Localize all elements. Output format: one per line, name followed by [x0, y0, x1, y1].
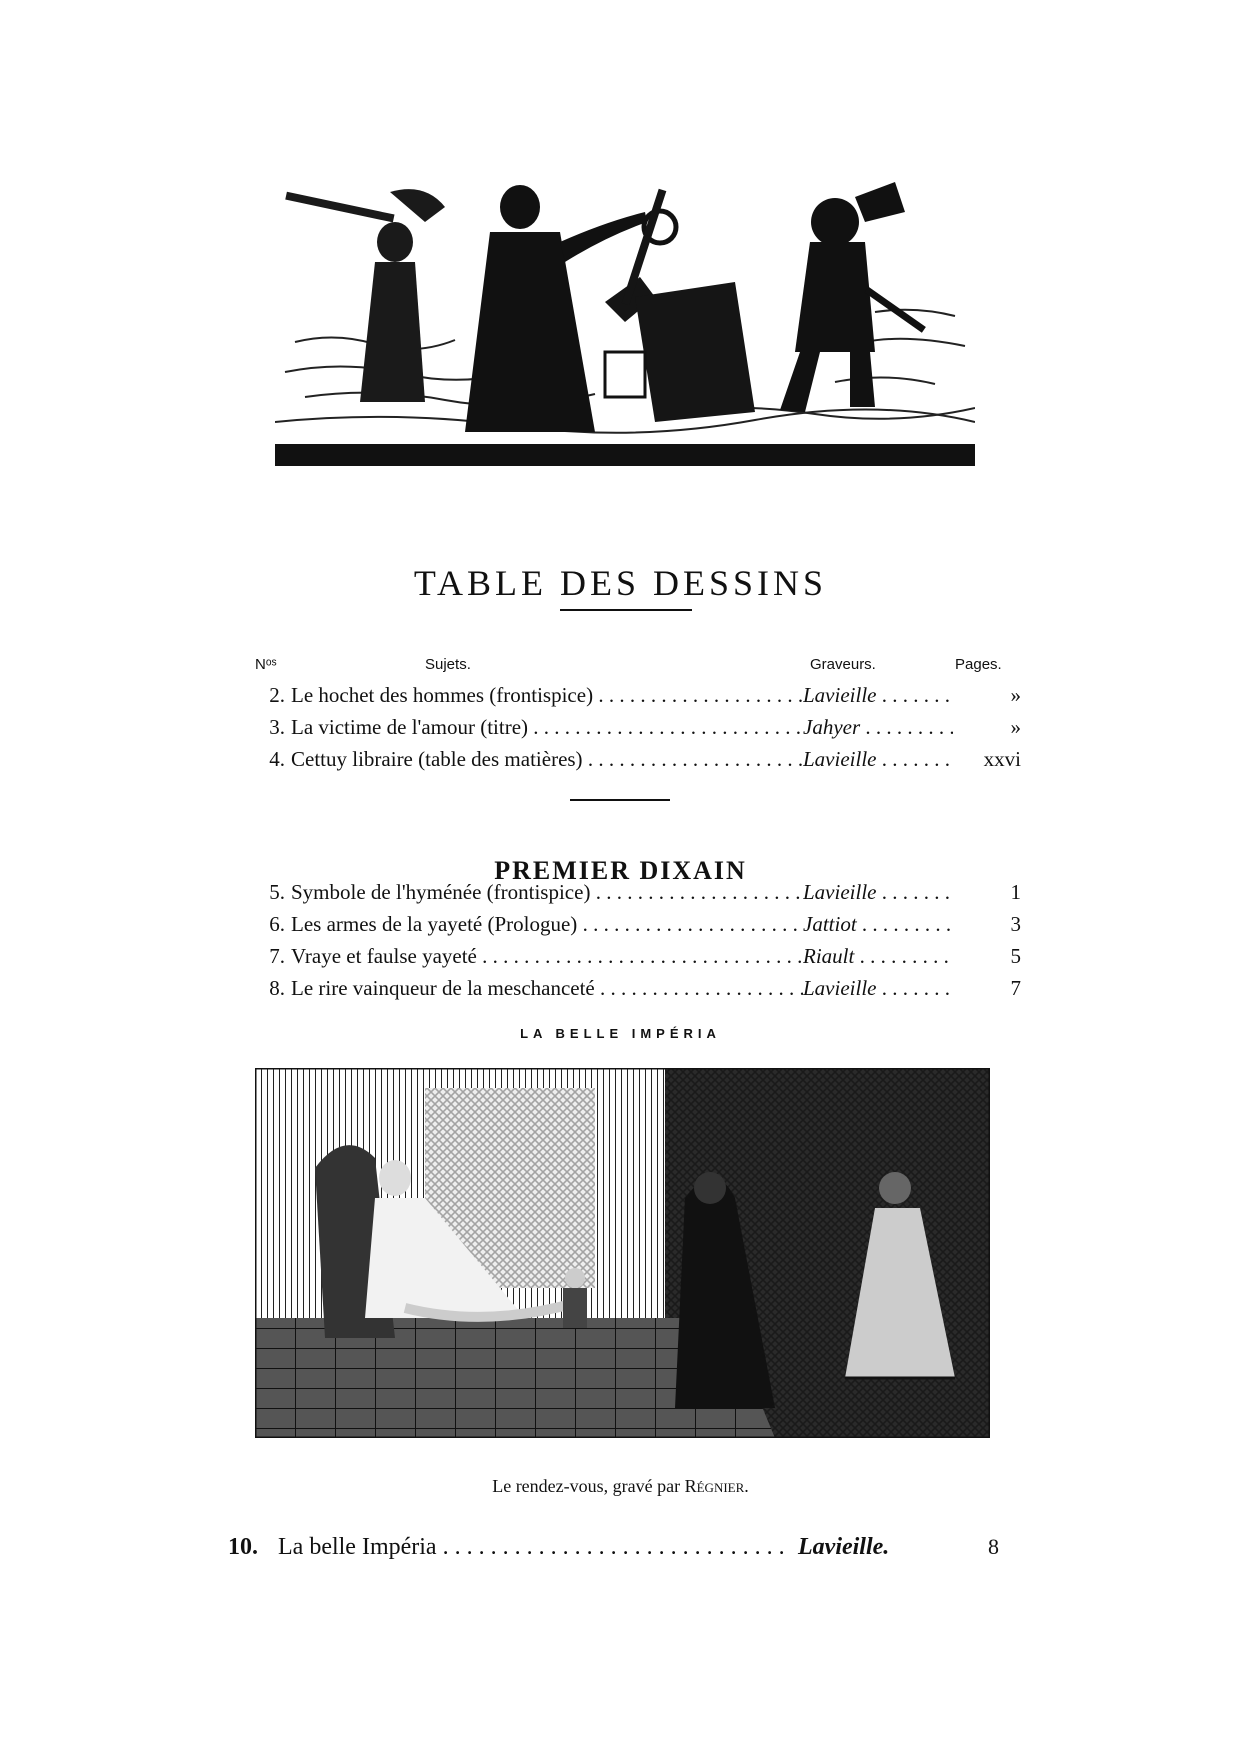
- row-page: 1: [955, 880, 1021, 905]
- engraving-caption: [0, 1476, 1241, 1497]
- row-engraver: Jattiot . . .: [803, 912, 953, 937]
- row-page: »: [955, 715, 1021, 740]
- row-engraver: Lavieille . . .: [803, 683, 953, 708]
- caption-engraver: Régnier.: [684, 1476, 749, 1496]
- row-page: »: [955, 683, 1021, 708]
- header-number: Nᵒˢ: [255, 656, 277, 673]
- row-number: 10.: [228, 1534, 258, 1560]
- row-number: 8.: [269, 976, 285, 1000]
- section-divider: [570, 799, 670, 801]
- row-subject: La victime de l'amour (titre) . . .: [291, 715, 811, 740]
- table-row: [255, 715, 1021, 747]
- row-subject: Le rire vainqueur de la meschanceté . . .: [291, 976, 811, 1001]
- caption-text: Le rendez-vous, gravé par: [492, 1476, 681, 1496]
- table-row: [255, 880, 1021, 912]
- row-page: 5: [955, 944, 1021, 969]
- row-page: 7: [955, 976, 1021, 1001]
- rendezvous-engraving-illustration: [255, 1068, 990, 1438]
- title-divider: [560, 609, 692, 611]
- row-engraver: Riault . . .: [803, 944, 953, 969]
- row-number: 7.: [269, 944, 285, 968]
- table-row: [255, 976, 1021, 1008]
- row-number: 2.: [269, 683, 285, 707]
- row-page: xxvi: [955, 747, 1021, 772]
- row-subject: Symbole de l'hyménée (frontispice) . . .: [291, 880, 811, 905]
- row-subject: Le hochet des hommes (frontispice) . . .: [291, 683, 811, 708]
- row-engraver: Jahyer . . .: [803, 715, 953, 740]
- row-subject: Vraye et faulse yayeté . . .: [291, 944, 811, 969]
- row-engraver: Lavieille . . .: [803, 976, 953, 1001]
- header-subjects: Sujets.: [425, 656, 471, 673]
- row-subject: Les armes de la yayeté (Prologue) . . .: [291, 912, 811, 937]
- section-title: PREMIER DIXAIN: [494, 855, 747, 885]
- subsection-title: LA BELLE IMPÉRIA: [520, 1026, 721, 1041]
- header-pages: Pages.: [955, 656, 1002, 673]
- table-row: [255, 747, 1021, 779]
- page-title: TABLE DES DESSINS: [413, 563, 828, 604]
- row-engraver: Lavieille . . .: [803, 747, 953, 772]
- table-row: [255, 912, 1021, 944]
- row-number: 5.: [269, 880, 285, 904]
- row-subject: Cettuy libraire (table des matières) . . .: [291, 747, 811, 772]
- row-page: 3: [955, 912, 1021, 937]
- row-engraver: Lavieille . . .: [803, 880, 953, 905]
- table-row: [228, 1534, 1028, 1574]
- row-number: 3.: [269, 715, 285, 739]
- top-vignette-illustration: [275, 182, 975, 472]
- row-subject: La belle Impéria . . .: [278, 1534, 838, 1561]
- table-row: [255, 944, 1021, 976]
- header-engravers: Graveurs.: [810, 656, 876, 673]
- table-row: [255, 683, 1021, 715]
- row-engraver: Lavieille.: [788, 1534, 889, 1561]
- page-number: 8: [988, 1534, 999, 1559]
- row-number: 6.: [269, 912, 285, 936]
- row-number: 4.: [269, 747, 285, 771]
